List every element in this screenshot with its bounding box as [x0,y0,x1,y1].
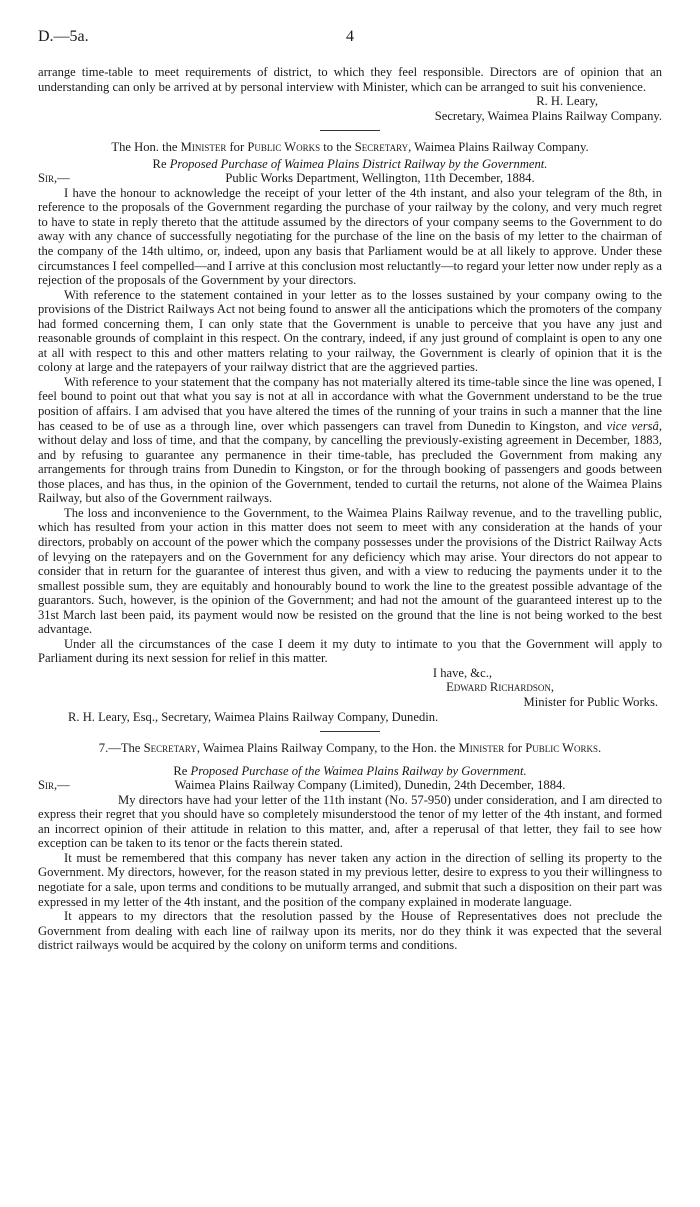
section-divider [320,731,380,732]
letter6-paragraph: With reference to the statement contained in your letter as to the losses sustained by your company owing to the provisions of the District Railways Act not being found to answer all the anticipations which the promoters of the company had formed concerning them, I can only state that the Government is unable to perceive that you have any just and reasonable grounds of complaint in this respect. On the contrary, indeed, if any just ground of complaint is open to any one at all with respect to this and other matters relating to your railway, the Government is clearly of opinion that it is the colony at large and the ratepayers of your railway district that are the aggrieved parties. [38,287,662,375]
letter6-paragraph: Under all the circumstances of the case I deem it my duty to intimate to you that the Government will apply to Parliament during its next session for relief in this matter. [38,636,662,666]
letter6-place-date: Public Works Department, Wellington, 11th December, 1884. [225,171,535,186]
letter6-paragraph: I have the honour to acknowledge the receipt of your letter of the 4th instant, and also your telegram of the 8th, in reference to the proposals of the Government regarding the purchase of your railway by the colony, and very much regret to have to state in reply thereto that the attitude assumed by the directors of your company seems to the Government to do away with any chance of successfully negotiating for the purchase of the line on the basis of my letter to the chairman of the company of the 14th ultimo, or, indeed, upon any basis that Parliament would be at all likely to approve. Under these circumstances I feel compelled—and I arrive at this conclusion most reluctantly—to regard your letter now under reply as a rejection of the proposals of the Government by your directors. [38,185,662,288]
letter6-dateline [38,171,662,186]
continuation-paragraph: arrange time-table to meet requirements of district, to which they feel responsible. Directors are of opinion that an understanding can only be arrived at by personal interview with Minister, which can be arranged to suit his convenience. [38,65,662,94]
letter6-signer: Edward Richardson, [446,680,554,695]
page-content [38,65,662,953]
letter6-heading: The Hon. the Minister for Public Works to the Secretary, Waimea Plains Railway Company. [111,140,589,155]
continuation-signature-name: R. H. Leary, [536,94,598,109]
letter6-signer-title: Minister for Public Works. [523,694,658,709]
continuation-signature-title: Secretary, Waimea Plains Railway Company. [434,108,662,123]
letter7-heading: 7.—The Secretary, Waimea Plains Railway Company, to the Hon. the Minister for Public Works. [98,741,602,756]
letter7-paragraph: My directors have had your letter of the 11th instant (No. 57-950) under consideration, and I am directed to express their regret that you should have so completely misunderstood the tenor of my letter of the 4th instant, and formed an incorrect opinion of their attitude in relation to this matter, and, after a reperusal of that letter, they fail to see how exception can be taken to its tenor or the facts therein stated. [38,792,662,851]
document-reference: D.—5a. [38,28,89,45]
letter6-paragraph: With reference to your statement that the company has not materially altered its time-table since the line was opened, I feel bound to point out that what you say is not at all in accordance with what the Government understand to be the true position of affairs. I am advised that you have altered the times of the running of your trains in such a manner that the line has ceased to be of use as a through line, over which passengers can travel from Dunedin to Kingston, and vice versâ, without delay and loss of time, and that the company, by cancelling the previously-existing agreement in December, 1883, and by refusing to guarantee any permanence in their time-table, has precluded the Government from making any arrangements for through trains from Dunedin to Kingston, or for the through booking of passengers and goods between those places, and has thus, in the opinion of the Government, tended to curtail the returns, not alone of the Waimea Plains Railway, but also of the Government railways. [38,374,662,506]
section-divider [320,130,380,131]
letter7-place-date: Waimea Plains Railway Company (Limited), Dunedin, 24th December, 1884. [174,778,566,793]
letter6-paragraph: The loss and inconvenience to the Government, to the Waimea Plains Railway revenue, and to the travelling public, which has resulted from your action in this matter does not seem to meet with any consideration at the hands of your directors, probably on account of the power which the company possesses under the provisions of the District Railway Acts of levying on the ratepayers and on the Government for any deficiency which may arise. Your directors do not appear to consider that in return for the guarantee of interest thus given, and with a view to reducing the payments under it to the smallest possible sum, they are equitably and honourably bound to work the line to the greatest possible advantage of the guarantors. Such, however, is the opinion of the Government; and had not the amount of the guaranteed interest up to the 31st March last been paid, its payment would now be resisted on the ground that the line is not being worked to the best advantage. [38,505,662,637]
letter7-salutation: Sir,— [38,778,70,793]
letter7-paragraph: It appears to my directors that the resolution passed by the House of Representatives does not preclude the Government from dealing with each line of railway upon its merits, nor do they think it was expected that the several district railways would be acquired by the colony on uniform terms and conditions. [38,909,662,953]
letter7-paragraph: It must be remembered that this company has never taken any action in the direction of selling its property to the Government. My directors, however, for the reason stated in my previous letter, desire to express to you their willingness to negotiate for a sale, upon terms and conditions to be mutually arranged, and submit that such a disposition on their part was expressed in my letter of the 4th instant, and the position of the company explained in moderate language. [38,850,662,909]
letter6-subject: Re Proposed Purchase of Waimea Plains District Railway by the Government. [152,156,548,171]
letter7-subject: Re Proposed Purchase of the Waimea Plains Railway by Government. [173,763,527,778]
letter6-salutation: Sir,— [38,171,70,186]
letter6-closing: I have, &c., [432,665,492,680]
letter6-addressee: R. H. Leary, Esq., Secretary, Waimea Plains Railway Company, Dunedin. [68,709,439,724]
page-header [38,30,662,50]
page-number: 4 [346,28,354,45]
letter7-dateline [38,778,662,793]
